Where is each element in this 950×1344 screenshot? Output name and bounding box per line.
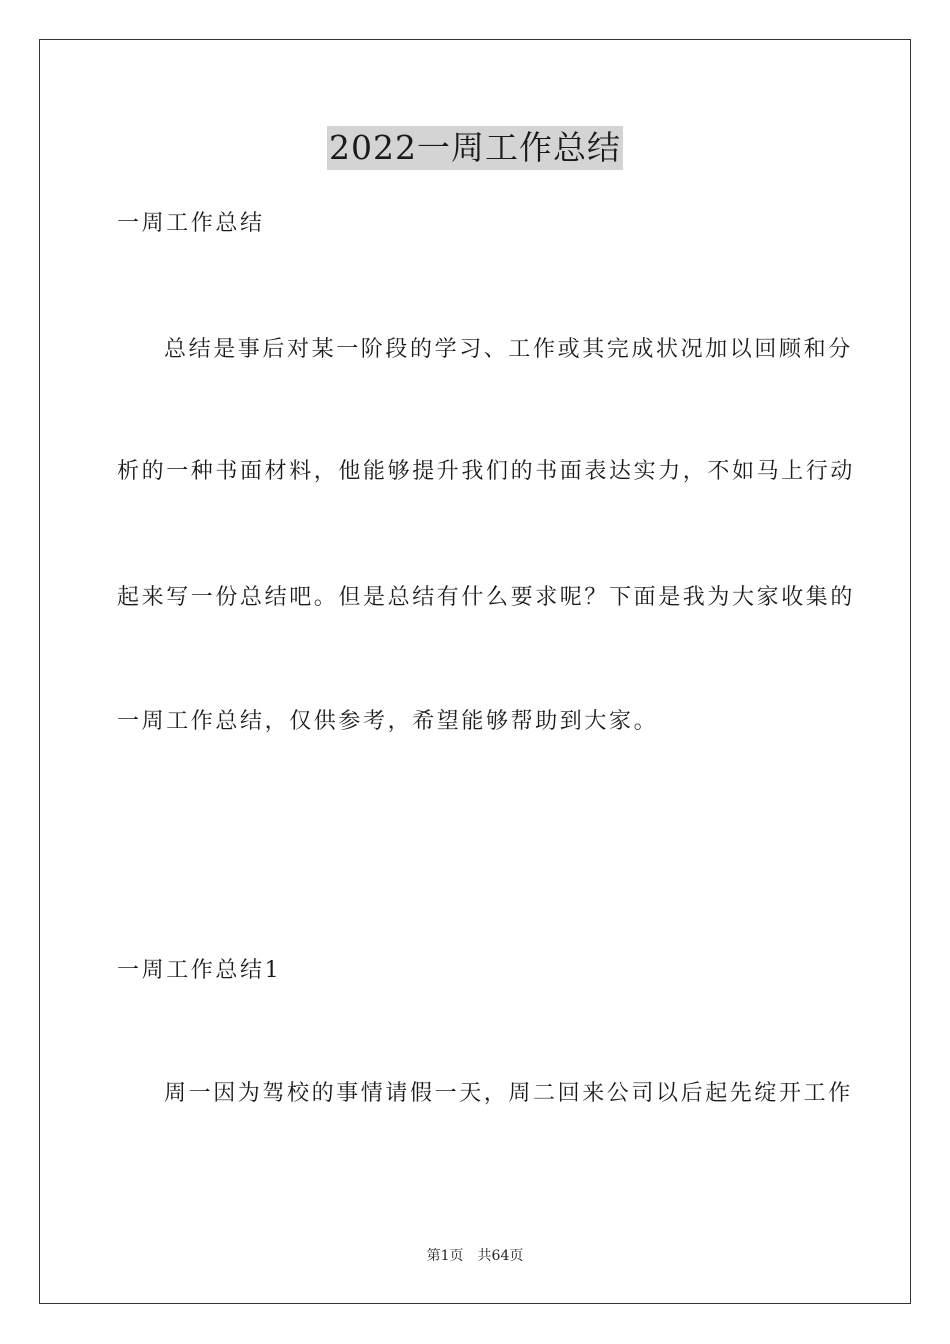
intro-line-1: 总结是事后对某一阶段的学习、工作或其完成状况加以回顾和分 — [164, 337, 853, 362]
intro-line-4: 一周工作总结，仅供参考，希望能够帮助到大家。 — [117, 709, 659, 734]
intro-line-2: 析的一种书面材料，他能够提升我们的书面表达实力，不如马上行动 — [117, 459, 856, 484]
intro-line-3: 起来写一份总结吧。但是总结有什么要求呢？下面是我为大家收集的 — [117, 585, 856, 610]
document-subtitle: 一周工作总结 — [117, 211, 265, 236]
section-heading: 一周工作总结1 — [117, 958, 282, 983]
document-title-text: 2022一周工作总结 — [327, 126, 623, 170]
document-title — [0, 126, 950, 170]
page-number-footer: 第1页 共64页 — [426, 1248, 524, 1264]
section-line-1: 周一因为驾校的事情请假一天，周二回来公司以后起先绽开工作 — [164, 1081, 853, 1106]
